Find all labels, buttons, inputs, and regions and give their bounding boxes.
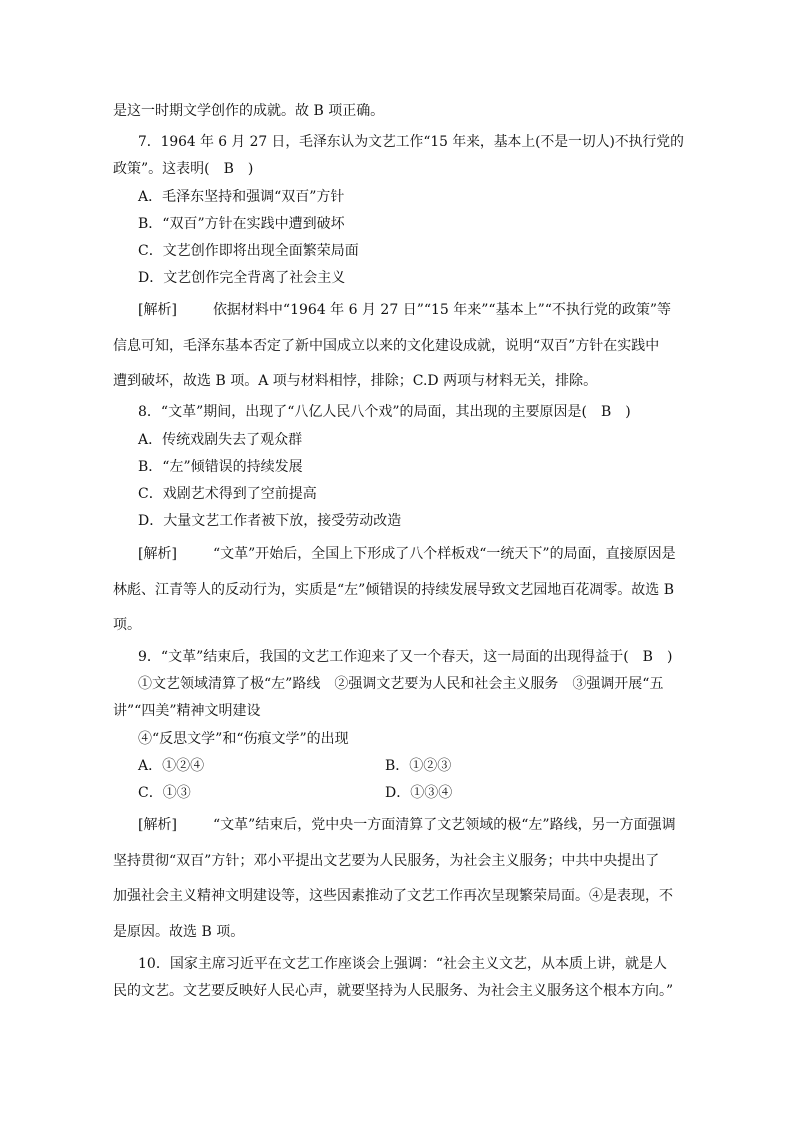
q9-analysis-line-2: 坚持贯彻“双百”方针；邓小平提出文艺要为人民服务，为社会主义服务；中共中央提出了	[113, 853, 660, 869]
q8-stem-line-1: 8．“文革”期间，出现了“八亿人民八个戏”的局面，其出现的主要原因是( B )	[138, 404, 631, 420]
q8-analysis-line-3: 项。	[113, 617, 141, 633]
q7-analysis-tag: [解析]	[138, 302, 177, 318]
q8-analysis-tag: [解析]	[138, 546, 177, 562]
q9-option-d: D．①③④	[385, 785, 453, 801]
q9-option-b: B．①②③	[385, 758, 452, 774]
q10-stem-line-2: 民的文艺。文艺要反映好人民心声，就要坚持为人民服务、为社会主义服务这个根本方向。”	[113, 983, 674, 999]
q8-analysis-line-2: 林彪、江青等人的反动行为，实质是“左”倾错误的持续发展导致文艺园地百花凋零。故选 B	[113, 582, 675, 598]
q7-option-d: D．文艺创作完全背离了社会主义	[138, 270, 346, 286]
q9-statements-line-1: ①文艺领域清算了极“左”路线 ②强调文艺要为人民和社会主义服务 ③强调开展“五	[138, 676, 664, 692]
q7-stem-line-1: 7．1964 年 6 月 27 日，毛泽东认为文艺工作“15 年来，基本上(不是一切人)不执行党的	[138, 134, 684, 150]
q7-analysis-line-3: 遭到破坏，故选 B 项。A 项与材料相悖，排除；C.D 两项与材料无关，排除。	[113, 373, 598, 389]
q7-option-b: B．“双百”方针在实践中遭到破坏	[138, 216, 345, 232]
q7-option-a: A．毛泽东坚持和强调“双百”方针	[138, 189, 345, 205]
q9-analysis-line-1	[138, 815, 676, 835]
intro-line: 是这一时期文学创作的成就。故 B 项正确。	[113, 103, 385, 119]
q7-option-c: C．文艺创作即将出现全面繁荣局面	[138, 243, 359, 259]
q9-analysis-line-3: 加强社会主义精神文明建设等，这些因素推动了文艺工作再次呈现繁荣局面。④是表现，不	[113, 888, 673, 904]
q9-analysis-text-1: “文革”结束后，党中央一方面清算了文艺领域的极“左”路线，另一方面强调	[212, 817, 676, 833]
q10-stem-line-1: 10．国家主席习近平在文艺工作座谈会上强调：“社会主义文艺，从本质上讲，就是人	[138, 956, 667, 972]
q9-stem-line-1: 9．“文革”结束后，我国的文艺工作迎来了又一个春天，这一局面的出现得益于( B )	[138, 649, 673, 665]
q7-analysis-line-2: 信息可知，毛泽东基本否定了新中国成立以来的文化建设成就，说明“双百”方针在实践中	[113, 338, 660, 354]
q9-option-a: A．①②④	[138, 758, 205, 774]
q9-analysis-line-4: 是原因。故选 B 项。	[113, 924, 245, 940]
q8-option-d: D．大量文艺工作者被下放，接受劳动改造	[138, 513, 402, 529]
q7-analysis-text-1: 依据材料中“1964 年 6 月 27 日”“15 年来”“基本上”“不执行党的政策”等	[212, 302, 672, 318]
q9-option-c: C．①③	[138, 785, 191, 801]
q9-statements-line-2: 讲”“四美”精神文明建设	[113, 703, 261, 719]
q8-analysis-text-1: “文革”开始后，全国上下形成了八个样板戏“一统天下”的局面，直接原因是	[212, 546, 676, 562]
q8-option-c: C．戏剧艺术得到了空前提高	[138, 486, 317, 502]
q7-analysis-line-1	[138, 300, 671, 320]
q8-option-b: B．“左”倾错误的持续发展	[138, 459, 303, 475]
q8-analysis-line-1	[138, 544, 676, 564]
q7-stem-line-2: 政策”。这表明( B )	[113, 161, 254, 177]
q9-statements-line-3: ④“反思文学”和“伤痕文学”的出现	[138, 731, 349, 747]
q8-option-a: A．传统戏剧失去了观众群	[138, 432, 303, 448]
q9-analysis-tag: [解析]	[138, 817, 177, 833]
